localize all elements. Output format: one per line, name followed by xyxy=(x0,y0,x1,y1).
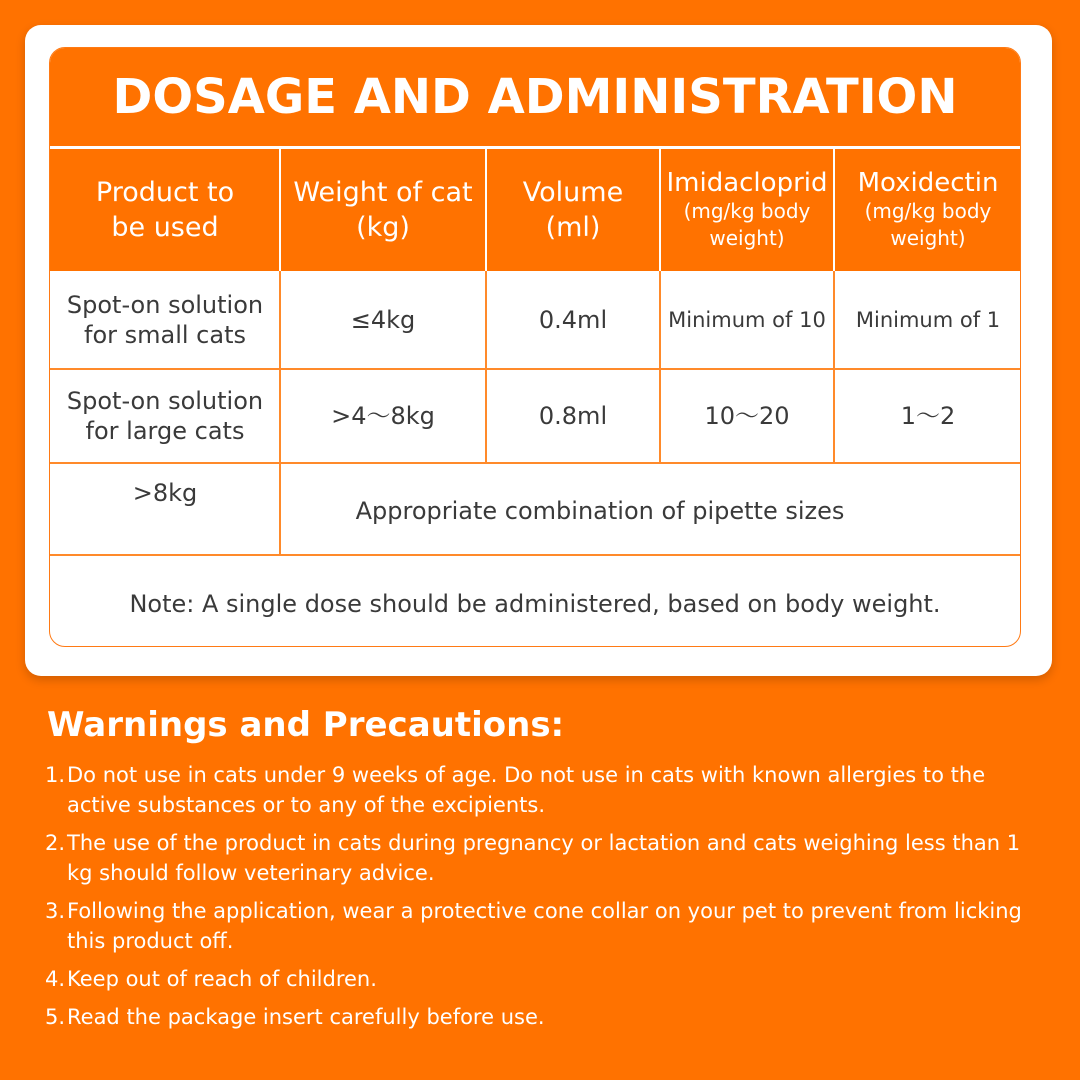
list-item-text: Keep out of reach of children. xyxy=(67,967,377,991)
header-product-label: Product to be used xyxy=(95,177,235,243)
header-imidacloprid-label: Imidacloprid xyxy=(666,168,828,198)
dosage-note: Note: A single dose should be administered, based on body weight. xyxy=(129,590,941,618)
warnings-title: Warnings and Precautions: xyxy=(47,705,565,745)
header-divider xyxy=(833,149,835,271)
list-item xyxy=(45,828,1065,888)
list-item-number: 3. xyxy=(45,899,66,923)
header-product xyxy=(50,149,280,271)
list-item-number: 2. xyxy=(45,831,66,855)
row-large-product xyxy=(50,369,280,462)
title-band xyxy=(50,48,1020,146)
list-item-text: Read the package insert carefully before use. xyxy=(67,1005,545,1029)
list-item xyxy=(45,896,1065,956)
row-small-volume: 0.4ml xyxy=(538,305,608,334)
dosage-title: DOSAGE AND ADMINISTRATION xyxy=(112,69,958,125)
list-item xyxy=(45,1002,1065,1032)
row-combo-text: Appropriate combination of pipette sizes xyxy=(355,497,845,525)
header-divider xyxy=(485,149,487,271)
header-volume-label: Volume (ml) xyxy=(522,177,624,243)
list-item-number: 5. xyxy=(45,1005,66,1029)
header-weight-label: Weight of cat (kg) xyxy=(293,177,473,243)
list-item-text: Do not use in cats under 9 weeks of age. Do not use in cats with known allergies to the active substances or to any of the excipients. xyxy=(67,763,986,817)
list-item-text: Following the application, wear a protective cone collar on your pet to prevent from licking this product off. xyxy=(67,899,1022,953)
row-small-imidacloprid: Minimum of 10 xyxy=(668,307,826,332)
header-weight xyxy=(280,149,486,271)
header-imidacloprid xyxy=(660,149,834,271)
header-moxidectin-label: Moxidectin xyxy=(857,168,999,198)
header-moxidectin xyxy=(834,149,1021,271)
header-volume xyxy=(486,149,660,271)
row-large-weight: >4～8kg xyxy=(331,401,435,430)
list-item-text: The use of the product in cats during pregnancy or lactation and cats weighing less than 1 kg should follow veterinary advice. xyxy=(67,831,1021,885)
list-item-number: 4. xyxy=(45,967,66,991)
row-small-weight: ≤4kg xyxy=(350,305,416,334)
row-large-volume: 0.8ml xyxy=(538,401,608,430)
header-moxidectin-unit: (mg/kg body weight) xyxy=(864,199,992,250)
header-divider xyxy=(279,149,281,271)
row-small-moxidectin: Minimum of 1 xyxy=(855,307,1001,332)
list-item xyxy=(45,760,1065,820)
dosage-card xyxy=(25,25,1052,676)
list-item-number: 1. xyxy=(45,763,66,787)
header-divider xyxy=(659,149,661,271)
list-item xyxy=(45,964,1065,994)
table-cell: Spot-on solution for small cats xyxy=(66,290,264,349)
row-large-imidacloprid: 10～20 xyxy=(704,401,790,430)
table-cell: Spot-on solution for large cats xyxy=(66,386,264,445)
row-combo-weight: >8kg xyxy=(132,479,198,507)
header-imidacloprid-unit: (mg/kg body weight) xyxy=(683,199,811,250)
dosage-table-panel xyxy=(49,47,1021,647)
warnings-list xyxy=(45,760,1065,1040)
row-large-moxidectin: 1～2 xyxy=(900,401,956,430)
row-small-product xyxy=(50,271,280,368)
